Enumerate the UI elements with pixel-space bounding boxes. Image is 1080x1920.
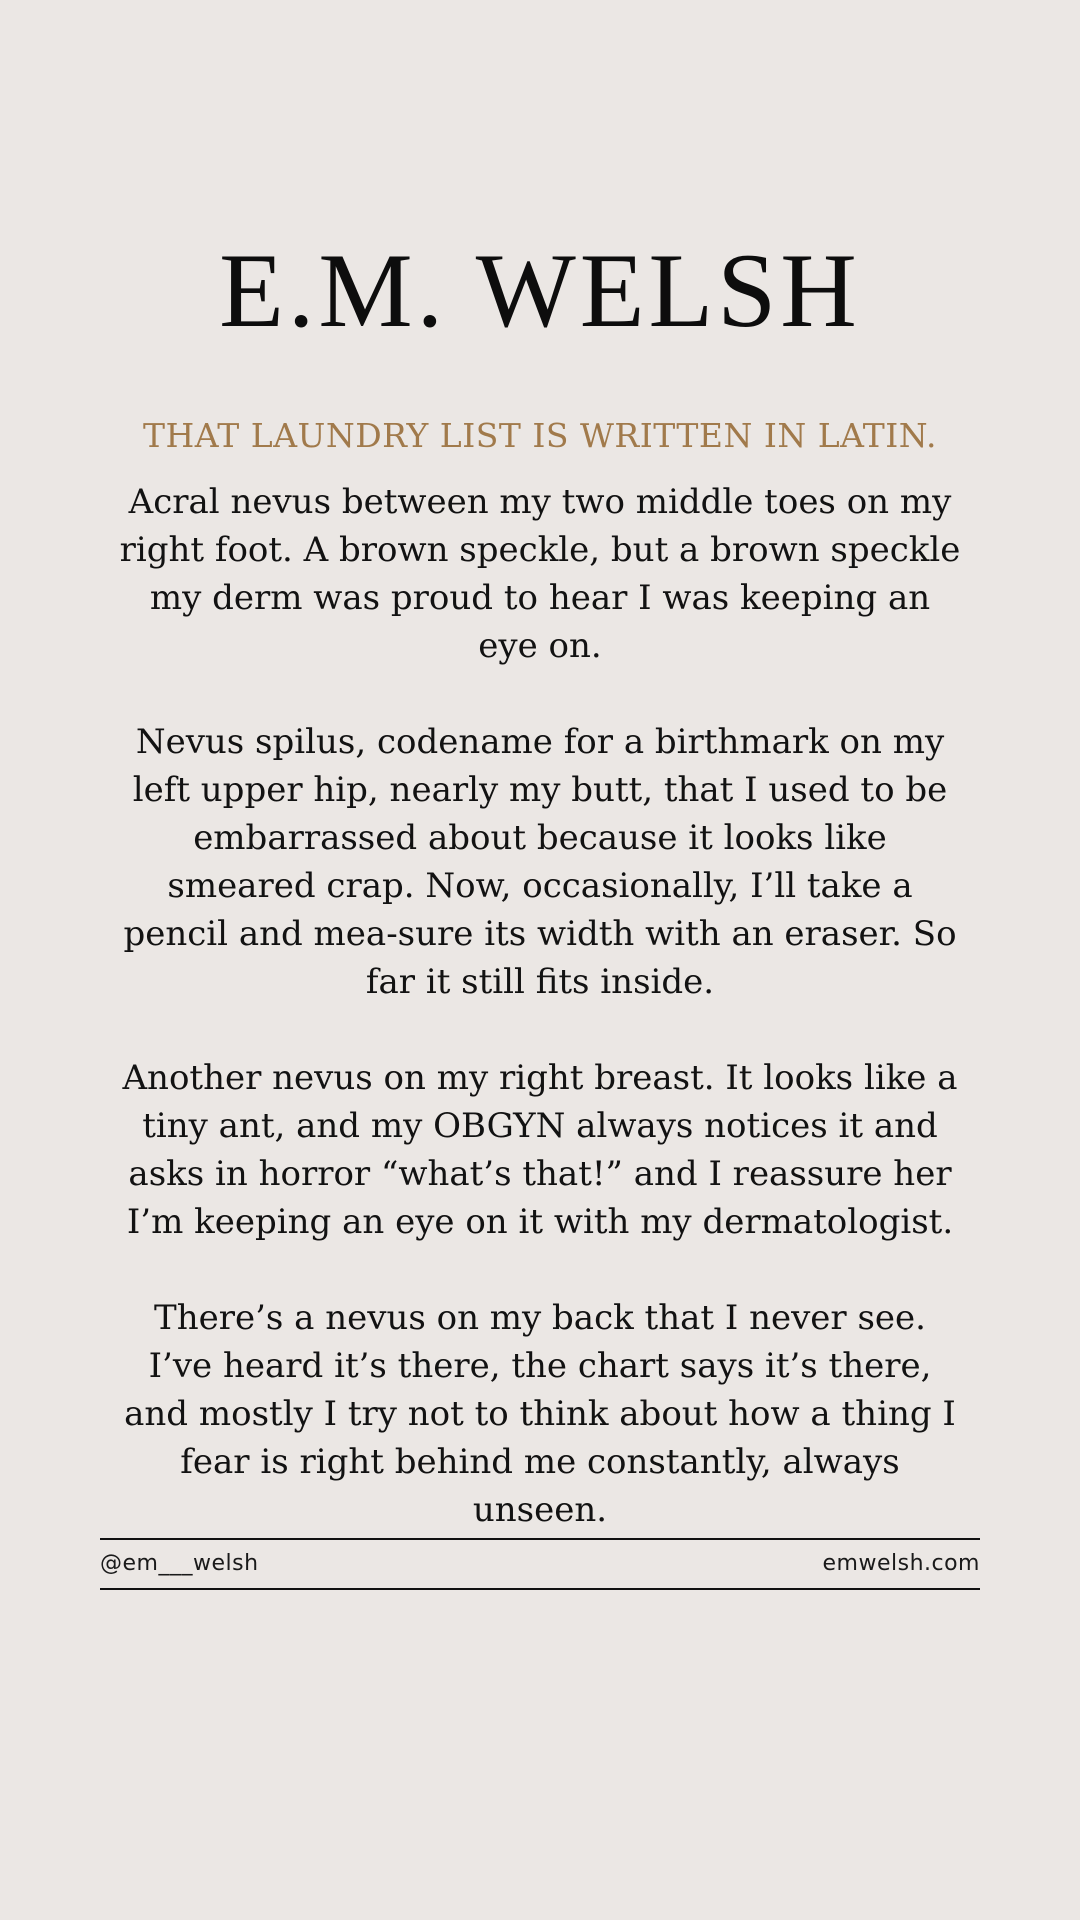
footer-bottom-divider bbox=[100, 1588, 980, 1590]
footer-top-divider bbox=[100, 1538, 980, 1540]
paragraph-1: Acral nevus between my two middle toes on my right foot. A brown speckle, but a brown speckle my derm was proud to hear I was keeping an eye on. bbox=[119, 482, 961, 666]
story-body bbox=[118, 478, 962, 1582]
social-handle[interactable]: @em___welsh bbox=[100, 1551, 259, 1576]
website-link[interactable]: emwelsh.com bbox=[822, 1551, 980, 1576]
story-subtitle: THAT LAUNDRY LIST IS WRITTEN IN LATIN. bbox=[142, 416, 938, 455]
author-title: E.M. WELSH bbox=[219, 232, 861, 349]
paragraph-3: Another nevus on my right breast. It looks like a tiny ant, and my OBGYN always notices it and asks in horror “what’s that!” and I reassure her I’m keeping an eye on it with my dermatologist. bbox=[122, 1058, 958, 1242]
paragraph-4: There’s a nevus on my back that I never see. I’ve heard it’s there, the chart says it’s there, and mostly I try not to think about how a thing I fear is right behind me constantly, always unseen. bbox=[124, 1298, 956, 1530]
paragraph-2: Nevus spilus, codename for a birthmark on my left upper hip, nearly my butt, that I used to be embarrassed about because it looks like smeared crap. Now, occasionally, I’ll take a pencil and mea-sure its width with an eraser. So far it still fits inside. bbox=[123, 722, 957, 1002]
